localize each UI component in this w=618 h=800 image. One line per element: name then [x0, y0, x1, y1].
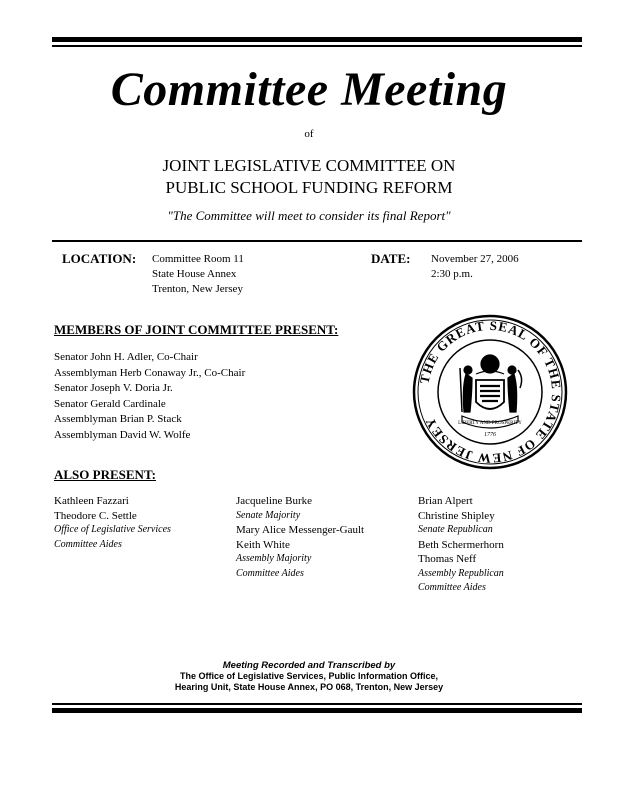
state-seal-image — [410, 312, 570, 472]
staff-role: Office of Legislative Services — [54, 524, 171, 535]
credit-line: Hearing Unit, State House Annex, PO 068, Trenton, New Jersey — [174, 682, 444, 692]
staff-role: Committee Aides — [54, 538, 122, 550]
also-present-column-3 — [418, 494, 504, 596]
bottom-rule-thick — [52, 708, 582, 713]
staff-name: Jacqueline Burke — [236, 495, 313, 507]
bottom-rule-thin — [52, 703, 582, 705]
staff-role: Senate Republican — [418, 524, 493, 535]
also-present-column-2 — [236, 494, 364, 581]
staff-name: Beth Schermerhorn — [418, 538, 504, 551]
seal-year-text: 1776 — [484, 432, 496, 438]
location-line3: Trenton, New Jersey — [152, 283, 243, 295]
staff-name: Kathleen Fazzari — [54, 495, 129, 507]
staff-name: Christine Shipley — [418, 509, 495, 522]
members-heading: MEMBERS OF JOINT COMMITTEE PRESENT: — [54, 322, 339, 337]
seal-ring-text: THE GREAT SEAL OF THE STATE OF NEW JERSEY — [416, 317, 565, 467]
staff-role: Committee Aides — [418, 582, 486, 593]
member-item: Assemblyman Herb Conaway Jr., Co-Chair — [54, 366, 246, 379]
location-line2: State House Annex — [152, 268, 237, 280]
credit-heading: Meeting Recorded and Transcribed by — [222, 660, 396, 671]
staff-name: Thomas Neff — [418, 553, 477, 565]
committee-name-line2: PUBLIC SCHOOL FUNDING REFORM — [165, 178, 453, 197]
staff-role: Senate Majority — [236, 509, 301, 521]
member-item: Senator Gerald Cardinale — [54, 397, 166, 410]
member-item: Senator John H. Adler, Co-Chair — [54, 351, 198, 363]
info-rule — [52, 240, 582, 242]
location-block — [152, 252, 244, 297]
member-item: Assemblyman David W. Wolfe — [54, 428, 191, 441]
date-line2: 2:30 p.m. — [431, 268, 473, 280]
staff-name: Mary Alice Messenger-Gault — [236, 524, 365, 536]
also-present-heading: ALSO PRESENT: — [54, 467, 156, 482]
date-label: DATE: — [371, 251, 411, 266]
members-list — [54, 350, 245, 443]
member-item: Assemblyman Brian P. Stack — [54, 413, 182, 425]
staff-role: Assembly Majority — [236, 553, 312, 564]
of-text: of — [304, 128, 314, 140]
member-item: Senator Joseph V. Doria Jr. — [54, 382, 173, 394]
staff-role: Assembly Republican — [418, 567, 504, 579]
staff-role: Committee Aides — [236, 567, 304, 579]
location-label: LOCATION: — [62, 251, 137, 266]
transcription-credit — [0, 660, 618, 693]
seal-ribbon-text: LIBERTY AND PROSPERITY — [458, 421, 522, 426]
committee-name-line1: JOINT LEGISLATIVE COMMITTEE ON — [162, 156, 456, 175]
staff-name: Theodore C. Settle — [54, 509, 137, 522]
document-title: Committee Meeting — [110, 63, 508, 116]
meeting-purpose: "The Committee will meet to consider its final Report" — [167, 208, 451, 223]
top-rule-thin — [52, 45, 582, 47]
top-rule-thick — [52, 37, 582, 42]
also-present-column-1 — [54, 494, 171, 552]
staff-name: Keith White — [236, 538, 290, 551]
staff-name: Brian Alpert — [418, 495, 473, 507]
credit-line: The Office of Legislative Services, Public Information Office, — [179, 671, 439, 681]
committee-name — [0, 155, 618, 199]
location-line1: Committee Room 11 — [152, 253, 244, 265]
date-line1: November 27, 2006 — [431, 253, 519, 265]
date-block — [431, 252, 519, 282]
